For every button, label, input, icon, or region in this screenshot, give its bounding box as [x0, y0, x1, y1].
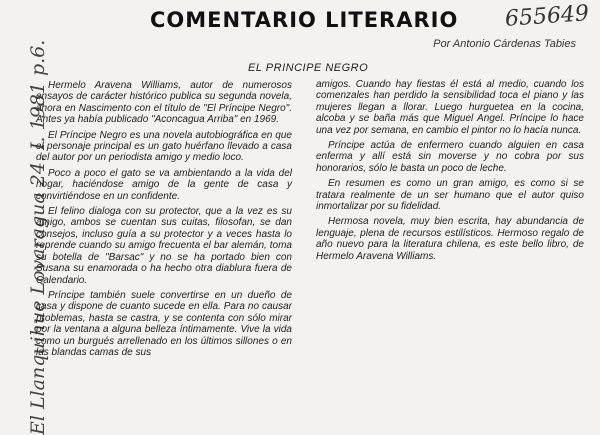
- paragraph: Hermelo Aravena Williams, autor de numerosos ensayos de carácter histórico publica su segunda novela, ahora en Nascimento con el título de "El Príncipe Negro". Antes ya había publicado "Aconcagua Arriba" en 1969.: [36, 80, 292, 126]
- paragraph: Príncipe también suele convertirse en un dueño de casa y dispone de cuanto sucede en ella. Para no causar problemas, hasta se castra, y se contenta con sólo mirar por la ventana a alguna belleza íntimamente. Vive la vida como un burgués arrellenado en los últimos sillones o en las blandas camas de sus: [36, 289, 292, 358]
- paragraph: Príncipe actúa de enfermero cuando alguien en casa enferma y allí está sin moverse y no cobra por sus honorarios, sólo le basta un poco de leche.: [316, 140, 584, 174]
- column-title: COMENTARIO LITERARIO: [150, 8, 459, 32]
- paragraph: amigos. Cuando hay fiestas él está al medio, cuando los comenzales han perdido la sensibilidad toca el piano y las mujeres llegan a llorar. Luego hurguetea en la cocina, alcoba y se baña más que Miguel Angel. Príncipe lo hace una vez por semana, en cambio el pintor no lo hacía nunca.: [316, 79, 584, 136]
- left-column: [36, 80, 292, 362]
- right-column: [316, 79, 584, 266]
- paragraph: Hermosa novela, muy bien escrita, hay abundancia de lenguaje, plena de recursos estilísticos. Hermoso regalo de año nuevo para la literatura chilena, es este bello libro, de Hermelo Aravena Williams.: [316, 216, 584, 262]
- paragraph: Poco a poco el gato se va ambientando a la vida del hogar, haciéndose amigo de la gente de casa y convirtiéndose en un confidente.: [36, 167, 292, 202]
- handwritten-margin-note: El Llanquihue Lovaragua 24. I. 1981 p.6.: [27, 39, 49, 435]
- paragraph: En resumen es como un gran amigo, es como si se tratara realmente de un ser humano que el autor quiso inmortalizar por su fidelidad.: [316, 178, 584, 213]
- paragraph: El Príncipe Negro es una novela autobiográfica en que el personaje principal es un gato huérfano llevado a casa del autor por un periodista amigo y medio loco.: [36, 129, 292, 164]
- handwritten-catalog-number: 655649: [504, 1, 590, 32]
- paragraph: El felino dialoga con su protector, que a la vez es su amigo, ambos se cuentan sus cuitas, filosofan, se dan consejos, incluso guía a su protector y a veces hasta lo reprende cuando su amigo frecuenta el bar alemán, toma su botella de "Barsac" y no se ha portado bien con Susana su enamorada o ha hecho otra diablura fuera de Calendario.: [36, 206, 292, 286]
- article-subtitle: EL PRINCIPE NEGRO: [248, 62, 369, 74]
- author-byline: Por Antonio Cárdenas Tabies: [433, 38, 576, 50]
